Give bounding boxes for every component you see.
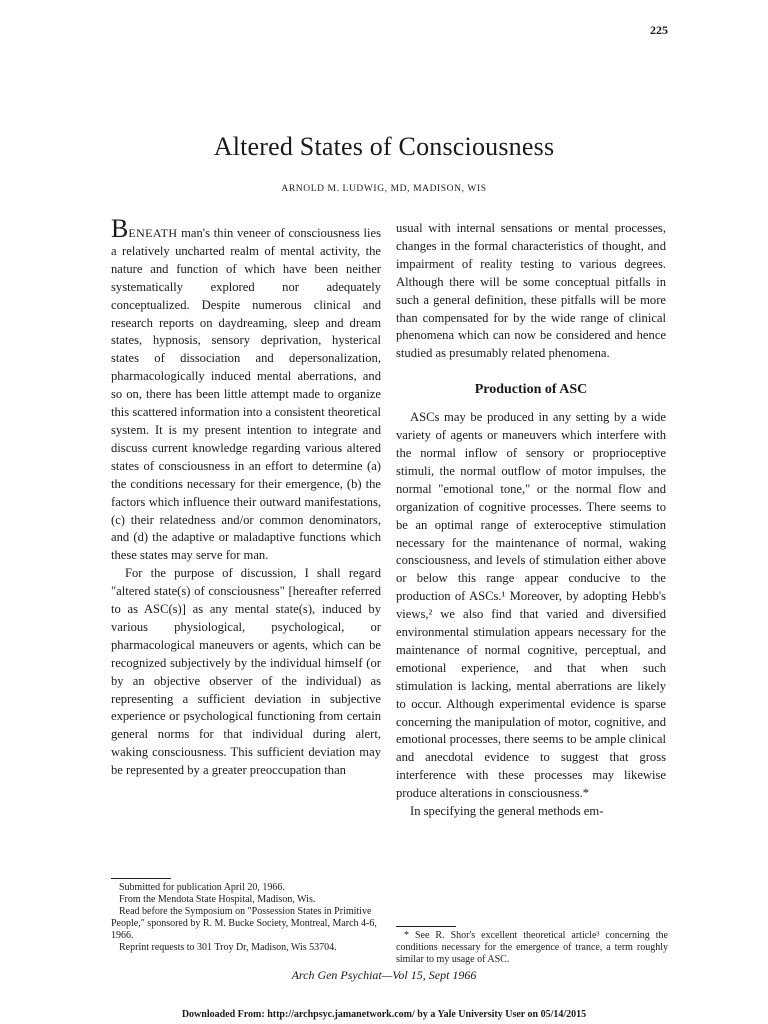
left-column xyxy=(111,214,381,780)
intro-paragraph xyxy=(111,214,381,565)
footnote-right xyxy=(396,930,668,966)
footnote-reprints: Reprint requests to 301 Troy Dr, Madison, Wis 53704. xyxy=(119,942,337,953)
continuation-paragraph: usual with internal sensations or mental processes, changes in the formal characteristics of thought, and impairment of reality testing to various degrees. Although there will be some conceptual pitfalls in such a general definition, these pitfalls will be more than compensated for by the wide range of clinical phenomena which can now be considered and hence studied as presumably related phenomena. xyxy=(396,221,666,361)
footnote-affiliation: From the Mendota State Hospital, Madison, Wis. xyxy=(119,894,316,905)
footnote-shor: * See R. Shor's excellent theoretical article³ concerning the conditions necessary for the emergence of trance, a term roughly similar to my usage of ASC. xyxy=(396,930,668,965)
download-notice: Downloaded From: http://archpsyc.jamanetwork.com/ by a Yale University User on 05/14/2015 xyxy=(181,1009,587,1020)
section-heading: Production of ASC xyxy=(474,382,588,398)
article-title: Altered States of Consciousness xyxy=(213,132,555,161)
definition-paragraph: For the purpose of discussion, I shall regard "altered state(s) of consciousness" [hereafter referred to as ASC(s)] as any mental state(s), induced by various physiological, psychological, or pharmacological maneuvers or agents, which can be recognized subjectively by the individual himself (or by an objective observer of the individual) as representing a sufficient deviation in subjective experience or psychological functioning from certain general norms for that individual during alert, waking consciousness. This sufficient deviation may be represented by a greater preoccupation than xyxy=(111,566,381,778)
intro-text: man's thin veneer of consciousness lies a relatively uncharted realm of mental activity, the nature and function of which have been neither systematically explored nor adequately conceptualized. Despite numerous clinical and research reports on daydreaming, sleep and dream states, hypnosis, sensory deprivation, hysterical states of dissociation and depersonalization, pharmacologically induced mental aberrations, and so on, there has been little attempt made to organize this scattered information into a consistent theoretical system. It is my present intention to integrate and discuss current knowledge regarding various altered states of consciousness in an effort to determine (a) the conditions necessary for their emergence, (b) the factors which influence their outward manifestations, (c) their relatedness and/or common denominators, and (d) the adaptive or maladaptive functions which these states may serve for man. xyxy=(111,226,381,563)
footnotes-left xyxy=(111,882,381,954)
footnote-submitted: Submitted for publication April 20, 1966. xyxy=(119,882,285,893)
production-paragraph: ASCs may be produced in any setting by a wide variety of agents or maneuvers which interfere with the normal inflow of sensory or proprioceptive stimuli, the normal outflow of motor impulses, the normal "emotional tone," or the normal flow and organization of cognitive processes. There seems to be an optimal range of exteroceptive stimulation necessary for the maintenance of normal, waking consciousness, and levels of stimulation either above or below this range appear conducive to the production of ASCs.¹ Moreover, by adopting Hebb's views,² we also find that varied and diversified environmental stimulation appears necessary for the maintenance of normal cognitive, perceptual, and emotional experience, and that when such stimulation is lacking, mental aberrations are likely to occur. Although experimental evidence is sparse concerning the manipulation of motor, cognitive, and emotional processes, there seems to be ample clinical and anecdotal evidence to suggest that gross interference with these processes may likewise produce alterations in consciousness.* xyxy=(396,410,666,801)
page-number: 225 xyxy=(650,23,668,37)
right-column xyxy=(396,220,666,821)
journal-citation: Arch Gen Psychiat—Vol 15, Sept 1966 xyxy=(291,968,477,982)
footnote-rule-left xyxy=(111,878,171,879)
footnote-rule-right xyxy=(396,926,456,927)
opening-smallcaps: ENEATH xyxy=(128,226,178,240)
methods-paragraph: In specifying the general methods em- xyxy=(410,804,604,819)
author-byline: ARNOLD M. LUDWIG, MD, MADISON, WIS xyxy=(281,184,487,194)
drop-cap: B xyxy=(111,214,129,243)
footnote-symposium: Read before the Symposium on "Possession States in Primitive People," sponsored by R. M. Bucke Society, Montreal, March 4-6, 1966. xyxy=(111,906,377,941)
